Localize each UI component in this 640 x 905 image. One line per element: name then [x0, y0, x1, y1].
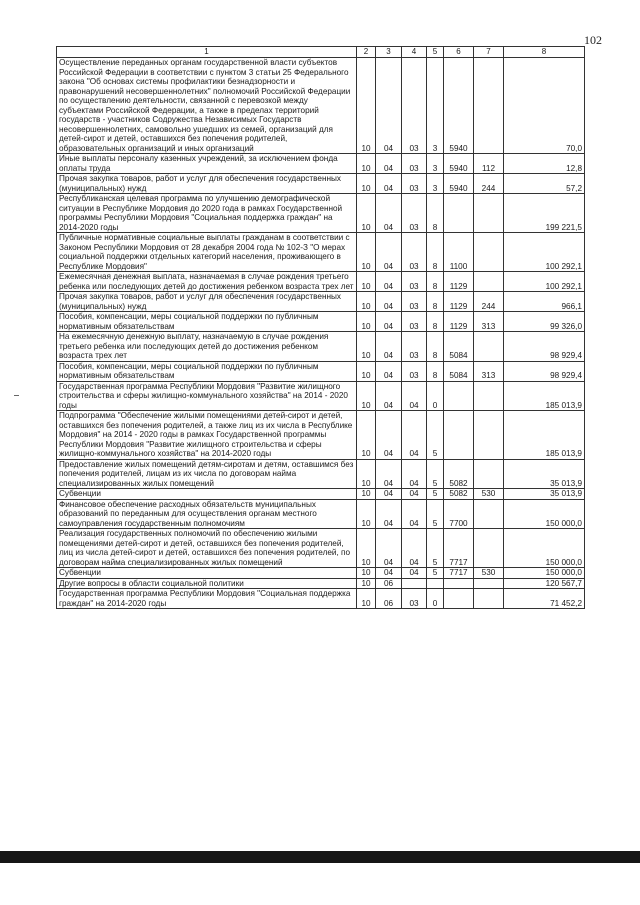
- code-cell: 5940: [444, 154, 474, 174]
- table-row: [57, 568, 585, 579]
- code-cell: 10: [357, 332, 376, 362]
- code-cell: 03: [402, 332, 427, 362]
- amount-cell: 120 567,7: [504, 578, 585, 589]
- header-cell: 1: [57, 47, 357, 58]
- code-cell: [474, 459, 504, 489]
- amount-cell: 150 000,0: [504, 568, 585, 579]
- code-cell: [474, 578, 504, 589]
- row-name-cell: Другие вопросы в области социальной политики: [57, 578, 357, 589]
- amount-cell: 185 013,9: [504, 411, 585, 460]
- table-row: [57, 272, 585, 292]
- code-cell: [474, 499, 504, 529]
- code-cell: 244: [474, 174, 504, 194]
- code-cell: 10: [357, 194, 376, 233]
- code-cell: 10: [357, 174, 376, 194]
- amount-cell: 100 292,1: [504, 233, 585, 272]
- code-cell: 3: [427, 174, 444, 194]
- page-number: 102: [584, 33, 602, 47]
- code-cell: 7717: [444, 529, 474, 568]
- amount-cell: 150 000,0: [504, 499, 585, 529]
- code-cell: 04: [376, 499, 402, 529]
- code-cell: [402, 578, 427, 589]
- code-cell: 04: [376, 194, 402, 233]
- amount-cell: 150 000,0: [504, 529, 585, 568]
- row-name-cell: Реализация государственных полномочий по обеспечению жилыми помещениями детей-сирот и детей, оставшихся без попечения родителей, лиц из числа детей-сирот и детей, оставшихся без попечения родителей, по договорам найма специализированных жилых помещений: [57, 529, 357, 568]
- code-cell: 3: [427, 154, 444, 174]
- code-cell: [474, 233, 504, 272]
- amount-cell: 100 292,1: [504, 272, 585, 292]
- code-cell: [474, 58, 504, 154]
- code-cell: 06: [376, 589, 402, 609]
- table-row: [57, 233, 585, 272]
- table-row: [57, 411, 585, 460]
- code-cell: 04: [402, 459, 427, 489]
- amount-cell: 199 221,5: [504, 194, 585, 233]
- code-cell: 04: [376, 58, 402, 154]
- table-row: [57, 589, 585, 609]
- amount-cell: 98 929,4: [504, 332, 585, 362]
- scan-edge-bar: [0, 851, 640, 863]
- code-cell: 5084: [444, 361, 474, 381]
- code-cell: 1129: [444, 312, 474, 332]
- code-cell: 04: [402, 381, 427, 411]
- budget-table: [56, 46, 585, 609]
- header-cell: 3: [376, 47, 402, 58]
- code-cell: 5: [427, 529, 444, 568]
- code-cell: 04: [376, 411, 402, 460]
- row-name-cell: Пособия, компенсации, меры социальной поддержки по публичным нормативным обязательствам: [57, 361, 357, 381]
- table-row: [57, 154, 585, 174]
- code-cell: 1129: [444, 272, 474, 292]
- code-cell: 04: [376, 233, 402, 272]
- code-cell: 5: [427, 489, 444, 500]
- code-cell: [444, 578, 474, 589]
- code-cell: 03: [402, 233, 427, 272]
- code-cell: 8: [427, 361, 444, 381]
- code-cell: 530: [474, 568, 504, 579]
- code-cell: 04: [376, 381, 402, 411]
- code-cell: [474, 411, 504, 460]
- amount-cell: 99 326,0: [504, 312, 585, 332]
- code-cell: 7717: [444, 568, 474, 579]
- row-name-cell: Ежемесячная денежная выплата, назначаемая в случае рождения третьего ребенка или последующих детей до достижения ребенком возраста трех лет: [57, 272, 357, 292]
- row-name-cell: Субвенции: [57, 489, 357, 500]
- row-name-cell: Прочая закупка товаров, работ и услуг для обеспечения государственных (муниципальных) нужд: [57, 174, 357, 194]
- code-cell: 10: [357, 272, 376, 292]
- row-name-cell: Финансовое обеспечение расходных обязательств муниципальных образований по переданным для осуществления органам местного самоуправления государственным полномочиям: [57, 499, 357, 529]
- code-cell: 03: [402, 174, 427, 194]
- code-cell: [474, 332, 504, 362]
- table-row: [57, 194, 585, 233]
- code-cell: 04: [402, 529, 427, 568]
- code-cell: 03: [402, 154, 427, 174]
- header-cell: 7: [474, 47, 504, 58]
- row-name-cell: На ежемесячную денежную выплату, назначаемую в случае рождения третьего ребенка или последующих детей до достижения ребенком возраста трех лет: [57, 332, 357, 362]
- code-cell: 0: [427, 381, 444, 411]
- code-cell: 10: [357, 292, 376, 312]
- row-name-cell: Публичные нормативные социальные выплаты гражданам в соответствии с Законом Республики Мордовия от 28 декабря 2004 года № 102-З "О мерах социальной поддержки отдельных категорий населения, проживающего в Республике Мордовия": [57, 233, 357, 272]
- table-row: [57, 174, 585, 194]
- code-cell: 8: [427, 233, 444, 272]
- code-cell: 0: [427, 589, 444, 609]
- code-cell: 10: [357, 233, 376, 272]
- code-cell: 313: [474, 312, 504, 332]
- table-row: [57, 489, 585, 500]
- table-row: [57, 332, 585, 362]
- margin-mark: [14, 395, 19, 396]
- code-cell: [474, 529, 504, 568]
- code-cell: 5082: [444, 459, 474, 489]
- table-row: [57, 381, 585, 411]
- code-cell: 313: [474, 361, 504, 381]
- code-cell: 5084: [444, 332, 474, 362]
- code-cell: 04: [376, 154, 402, 174]
- header-cell: 4: [402, 47, 427, 58]
- row-name-cell: Осуществление переданных органам государственной власти субъектов Российской Федерации в соответствии с пунктом 3 статьи 25 Федерального закона "Об основах системы профилактики безнадзорности и правонарушений несовершеннолетних" полномочий Российской Федерации по осуществлению деятельности, связанной с перевозкой между субъектами Российской Федерации, а также в пределах территорий государств - участников Содружества Независимых Государств несовершеннолетних, самовольно ушедших из семей, организаций для детей-сирот и детей, оставшихся без попечения родителей, образовательных организаций и иных организаций: [57, 58, 357, 154]
- amount-cell: 966,1: [504, 292, 585, 312]
- row-name-cell: Прочая закупка товаров, работ и услуг для обеспечения государственных (муниципальных) нужд: [57, 292, 357, 312]
- amount-cell: 185 013,9: [504, 381, 585, 411]
- row-name-cell: Республиканская целевая программа по улучшению демографической ситуации в Республике Мордовия до 2020 года в рамках Государственной программы Республики Мордовия "Социальная поддержка граждан" на 2014-2020 годы: [57, 194, 357, 233]
- code-cell: 04: [376, 568, 402, 579]
- code-cell: 03: [402, 361, 427, 381]
- table-row: [57, 58, 585, 154]
- code-cell: 04: [376, 174, 402, 194]
- code-cell: 03: [402, 312, 427, 332]
- code-cell: [474, 589, 504, 609]
- code-cell: 04: [376, 489, 402, 500]
- table-body: [57, 47, 585, 609]
- code-cell: 5: [427, 568, 444, 579]
- code-cell: 1129: [444, 292, 474, 312]
- amount-cell: 71 452,2: [504, 589, 585, 609]
- table-row: [57, 529, 585, 568]
- code-cell: 04: [376, 292, 402, 312]
- code-cell: 04: [402, 489, 427, 500]
- code-cell: 10: [357, 58, 376, 154]
- code-cell: [474, 194, 504, 233]
- row-name-cell: Субвенции: [57, 568, 357, 579]
- table-row: [57, 312, 585, 332]
- code-cell: 10: [357, 499, 376, 529]
- header-cell: 2: [357, 47, 376, 58]
- code-cell: 03: [402, 292, 427, 312]
- row-name-cell: Государственная программа Республики Мордовия "Развитие жилищного строительства и сферы жилищно-коммунального хозяйства" на 2014 - 2020 годы: [57, 381, 357, 411]
- header-cell: 8: [504, 47, 585, 58]
- code-cell: 5082: [444, 489, 474, 500]
- code-cell: 244: [474, 292, 504, 312]
- code-cell: 10: [357, 459, 376, 489]
- code-cell: 10: [357, 568, 376, 579]
- amount-cell: 35 013,9: [504, 489, 585, 500]
- amount-cell: 98 929,4: [504, 361, 585, 381]
- amount-cell: 57,2: [504, 174, 585, 194]
- code-cell: 8: [427, 194, 444, 233]
- code-cell: 10: [357, 529, 376, 568]
- code-cell: 03: [402, 194, 427, 233]
- code-cell: 04: [376, 529, 402, 568]
- code-cell: 03: [402, 589, 427, 609]
- amount-cell: 35 013,9: [504, 459, 585, 489]
- table-header-row: [57, 47, 585, 58]
- code-cell: 8: [427, 312, 444, 332]
- header-cell: 5: [427, 47, 444, 58]
- code-cell: 04: [402, 499, 427, 529]
- table-row: [57, 292, 585, 312]
- code-cell: 7700: [444, 499, 474, 529]
- code-cell: 03: [402, 58, 427, 154]
- table-row: [57, 361, 585, 381]
- code-cell: 10: [357, 489, 376, 500]
- code-cell: [444, 589, 474, 609]
- code-cell: 112: [474, 154, 504, 174]
- code-cell: 04: [402, 568, 427, 579]
- code-cell: 530: [474, 489, 504, 500]
- code-cell: 8: [427, 272, 444, 292]
- code-cell: 03: [402, 272, 427, 292]
- table-row: [57, 459, 585, 489]
- code-cell: 5940: [444, 174, 474, 194]
- code-cell: 10: [357, 411, 376, 460]
- header-cell: 6: [444, 47, 474, 58]
- code-cell: [474, 272, 504, 292]
- code-cell: 06: [376, 578, 402, 589]
- code-cell: 5: [427, 459, 444, 489]
- code-cell: 04: [376, 459, 402, 489]
- code-cell: 10: [357, 578, 376, 589]
- code-cell: 10: [357, 589, 376, 609]
- code-cell: [444, 411, 474, 460]
- code-cell: 04: [376, 332, 402, 362]
- code-cell: 8: [427, 332, 444, 362]
- row-name-cell: Пособия, компенсации, меры социальной поддержки по публичным нормативным обязательствам: [57, 312, 357, 332]
- code-cell: 10: [357, 154, 376, 174]
- amount-cell: 12,8: [504, 154, 585, 174]
- code-cell: [427, 578, 444, 589]
- code-cell: 5940: [444, 58, 474, 154]
- code-cell: 10: [357, 361, 376, 381]
- code-cell: 04: [376, 272, 402, 292]
- code-cell: 04: [376, 312, 402, 332]
- code-cell: 04: [376, 361, 402, 381]
- code-cell: 10: [357, 381, 376, 411]
- code-cell: [444, 194, 474, 233]
- code-cell: 04: [402, 411, 427, 460]
- table-row: [57, 499, 585, 529]
- table-row: [57, 578, 585, 589]
- row-name-cell: Государственная программа Республики Мордовия "Социальная поддержка граждан" на 2014-2020 годы: [57, 589, 357, 609]
- code-cell: [474, 381, 504, 411]
- row-name-cell: Подпрограмма "Обеспечение жилыми помещениями детей-сирот и детей, оставшихся без попечения родителей, а также лиц из их числа в Республике Мордовия" на 2014 - 2020 годы в рамках Государственной программы Республики Мордовия "Развитие жилищного строительства и сферы жилищно-коммунального хозяйства" на 2014-2020 годы: [57, 411, 357, 460]
- code-cell: 1100: [444, 233, 474, 272]
- code-cell: [444, 381, 474, 411]
- code-cell: 8: [427, 292, 444, 312]
- row-name-cell: Предоставление жилых помещений детям-сиротам и детям, оставшимся без попечения родителей, лицам из их числа по договорам найма специализированных жилых помещений: [57, 459, 357, 489]
- code-cell: 5: [427, 499, 444, 529]
- code-cell: 5: [427, 411, 444, 460]
- code-cell: 10: [357, 312, 376, 332]
- row-name-cell: Иные выплаты персоналу казенных учреждений, за исключением фонда оплаты труда: [57, 154, 357, 174]
- code-cell: 3: [427, 58, 444, 154]
- amount-cell: 70,0: [504, 58, 585, 154]
